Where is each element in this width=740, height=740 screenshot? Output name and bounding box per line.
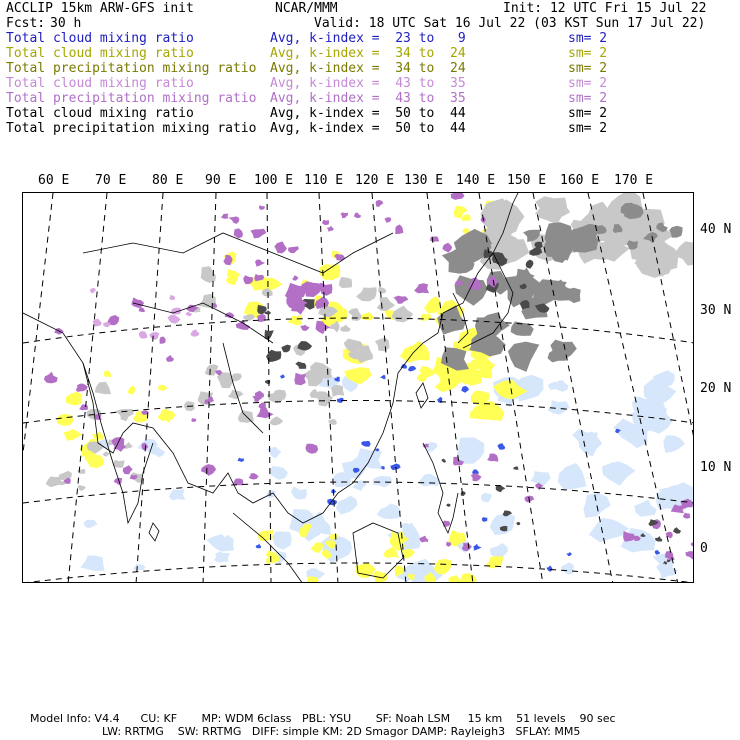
title-center: NCAR/MMM — [275, 1, 338, 16]
high-cloud-patch — [328, 419, 337, 425]
mid-cloud-patch — [288, 315, 303, 326]
fcst-value: 30 h — [50, 16, 82, 31]
mid-cloud-patch — [461, 573, 477, 583]
upper-cloud-core — [526, 260, 534, 269]
map-panel — [22, 192, 694, 583]
convective-cloud-patch — [294, 373, 306, 386]
field-smoothing: sm= 2 — [568, 61, 608, 76]
low-cloud-patch — [273, 531, 292, 550]
high-cloud-patch — [243, 314, 255, 321]
upper-cloud-core — [297, 341, 312, 350]
convective-cloud-patch — [249, 473, 259, 479]
convective-cloud-patch — [340, 212, 348, 218]
field-row — [6, 31, 706, 46]
mid-cloud-patch — [319, 264, 340, 280]
low-cloud-core — [256, 544, 261, 548]
convective-cloud-patch — [414, 283, 429, 293]
convective-cloud-patch — [255, 260, 265, 267]
convective-cloud-patch — [685, 551, 694, 559]
field-label: Total cloud mixing ratio — [6, 106, 194, 121]
meridian-line — [23, 193, 53, 453]
low-cloud-patch — [634, 500, 657, 517]
field-avg: Avg, k-index = 43 to 35 — [270, 76, 466, 91]
field-row — [6, 91, 706, 106]
convective-cloud-patch — [250, 229, 266, 239]
high-cloud-patch — [377, 297, 396, 311]
convective-cloud-patch — [259, 205, 265, 210]
convective-cloud-patch — [79, 405, 88, 411]
field-avg: Avg, k-index = 50 to 44 — [270, 106, 466, 121]
high-cloud-patch — [339, 277, 352, 288]
low-cloud-patch — [554, 380, 568, 392]
convective-cloud-patch — [44, 372, 58, 384]
latitude-label: 20 N — [700, 381, 732, 396]
latitude-label: 30 N — [700, 303, 732, 318]
mid-cloud-patch — [421, 314, 432, 321]
convective-cloud-patch — [288, 246, 299, 253]
convective-cloud-patch — [160, 336, 166, 343]
parallel-line — [23, 318, 694, 343]
upper-cloud-shield — [455, 275, 488, 305]
upper-cloud-shield — [508, 342, 539, 372]
field-smoothing: sm= 2 — [568, 91, 608, 106]
field-smoothing: sm= 2 — [568, 46, 608, 61]
longitude-label: 160 E — [560, 173, 600, 188]
convective-cloud-patch — [292, 276, 298, 281]
convective-cloud-patch — [691, 542, 694, 547]
high-cloud-patch — [78, 485, 86, 491]
mid-cloud-patch — [66, 392, 83, 406]
upper-cloud-core — [281, 345, 291, 353]
convective-core — [673, 527, 681, 533]
high-cloud-patch — [375, 338, 390, 352]
low-cloud-patch — [377, 503, 402, 519]
field-row — [6, 121, 706, 136]
low-cloud-patch — [558, 463, 587, 490]
low-cloud-patch — [84, 520, 98, 528]
convective-cloud-patch — [305, 444, 318, 454]
low-cloud-core — [461, 386, 469, 393]
low-cloud-core — [280, 374, 285, 378]
convective-core — [516, 522, 520, 525]
low-cloud-patch — [583, 493, 610, 518]
convective-cloud-patch — [384, 217, 391, 222]
field-label: Total precipitation mixing ratio — [6, 61, 257, 76]
low-cloud-patch — [169, 489, 185, 500]
convective-cloud-patch — [229, 216, 240, 224]
convective-cloud-patch — [666, 532, 673, 539]
field-avg: Avg, k-index = 43 to 35 — [270, 91, 466, 106]
coastline — [83, 233, 393, 273]
convective-cloud-patch — [191, 418, 196, 422]
convective-cloud-patch — [259, 402, 267, 409]
field-label: Total cloud mixing ratio — [6, 46, 194, 61]
longitude-label: 150 E — [507, 173, 547, 188]
field-label: Total cloud mixing ratio — [6, 76, 194, 91]
low-cloud-core — [547, 565, 553, 571]
low-cloud-patch — [336, 496, 358, 515]
convective-cloud-patch — [487, 454, 498, 462]
latitude-label: 40 N — [700, 222, 732, 237]
high-cloud-patch — [313, 391, 333, 406]
high-cloud-patch — [356, 287, 377, 301]
convective-cloud-patch — [274, 241, 287, 253]
convective-cloud-patch — [168, 315, 181, 324]
low-cloud-core — [497, 443, 505, 450]
high-cloud-patch — [269, 416, 283, 425]
convective-core — [655, 536, 662, 542]
low-cloud-patch — [267, 447, 282, 459]
low-cloud-patch — [561, 563, 574, 575]
convective-cloud-patch — [77, 384, 88, 392]
low-cloud-patch — [490, 543, 508, 558]
mid-cloud-patch — [57, 414, 74, 426]
convective-cloud-patch — [190, 329, 199, 336]
field-smoothing: sm= 2 — [568, 106, 608, 121]
longitude-label: 170 E — [614, 173, 654, 188]
convective-cloud-patch — [139, 307, 145, 312]
low-cloud-patch — [490, 514, 515, 535]
mid-cloud-patch — [311, 542, 324, 553]
convective-cloud-patch — [234, 228, 243, 238]
field-label: Total precipitation mixing ratio — [6, 121, 257, 136]
high-cloud-patch — [378, 287, 386, 293]
init-time: Init: 12 UTC Fri 15 Jul 22 — [503, 1, 707, 16]
low-cloud-patch — [333, 472, 351, 487]
longitude-label: 120 E — [355, 173, 395, 188]
convective-cloud-patch — [225, 312, 235, 318]
convective-cloud-patch — [169, 295, 175, 300]
coastline — [149, 523, 159, 541]
field-avg: Avg, k-index = 50 to 44 — [270, 121, 466, 136]
longitude-label: 70 E — [95, 173, 127, 188]
convective-cloud-patch — [395, 225, 403, 235]
convective-cloud-patch — [103, 322, 110, 327]
convective-cloud-patch — [420, 536, 429, 543]
convective-cloud-patch — [300, 325, 309, 331]
longitude-label: 90 E — [205, 173, 237, 188]
longitude-label: 130 E — [404, 173, 444, 188]
high-cloud-patch — [340, 325, 351, 332]
convective-cloud-patch — [446, 542, 451, 547]
field-row — [6, 61, 706, 76]
convective-core — [441, 459, 445, 463]
mid-cloud-patch — [64, 429, 82, 441]
mid-cloud-patch — [162, 410, 176, 423]
footer-physics-info: LW: RRTMG SW: RRTMG DIFF: simple KM: 2D Smagor DAMP: Rayleigh3 SFLAY: MM5 — [102, 725, 581, 738]
upper-cloud-core — [295, 362, 306, 369]
field-smoothing: sm= 2 — [568, 76, 608, 91]
field-smoothing: sm= 2 — [568, 31, 608, 46]
low-cloud-patch — [291, 487, 307, 500]
footer-model-info: Model Info: V4.4 CU: KF MP: WDM 6class PBL: YSU SF: Noah LSM 15 km 51 levels 90 sec — [30, 712, 616, 725]
mid-cloud-patch — [449, 530, 466, 544]
convective-cloud-patch — [139, 331, 148, 338]
convective-cloud-patch — [683, 513, 690, 519]
field-row — [6, 46, 706, 61]
convective-cloud-patch — [451, 193, 465, 200]
high-cloud-patch — [331, 385, 344, 397]
field-avg: Avg, k-index = 34 to 24 — [270, 61, 466, 76]
convective-cloud-patch — [221, 214, 229, 219]
high-cloud-patch — [95, 382, 111, 394]
field-label: Total cloud mixing ratio — [6, 31, 194, 46]
low-cloud-patch — [133, 564, 146, 571]
field-label: Total precipitation mixing ratio — [6, 91, 257, 106]
low-cloud-patch — [602, 461, 635, 485]
longitude-label: 110 E — [304, 173, 344, 188]
low-cloud-patch — [579, 432, 603, 457]
convective-cloud-patch — [471, 473, 482, 481]
convective-cloud-patch — [186, 312, 192, 316]
low-cloud-core — [655, 550, 661, 555]
convective-cloud-patch — [354, 213, 361, 218]
convective-cloud-patch — [430, 236, 439, 242]
convective-cloud-patch — [255, 391, 264, 398]
low-cloud-patch — [81, 555, 105, 571]
convective-cloud-patch — [166, 355, 174, 362]
field-smoothing: sm= 2 — [568, 121, 608, 136]
mid-cloud-patch — [361, 312, 374, 320]
valid-time: Valid: 18 UTC Sat 16 Jul 22 (03 KST Sun 17 Jul 22) — [314, 16, 706, 31]
mid-cloud-patch — [434, 559, 452, 574]
low-cloud-core — [327, 499, 337, 506]
coastline — [423, 443, 458, 533]
title-left: ACCLIP 15km ARW-GFS init — [6, 1, 194, 16]
convective-core — [446, 504, 450, 507]
high-cloud-patch — [124, 442, 133, 449]
convective-core — [461, 491, 466, 496]
longitude-label: 140 E — [456, 173, 496, 188]
mid-cloud-patch — [103, 371, 111, 377]
high-cloud-patch — [392, 306, 414, 323]
low-cloud-core — [361, 441, 371, 447]
high-cloud-patch — [348, 308, 362, 321]
coastline — [416, 383, 428, 408]
low-cloud-patch — [481, 493, 492, 503]
convective-cloud-patch — [376, 200, 384, 207]
low-cloud-core — [482, 517, 488, 522]
low-cloud-core — [380, 375, 385, 380]
convective-cloud-patch — [394, 296, 409, 304]
meridian-line — [203, 193, 216, 583]
convective-cloud-patch — [149, 332, 159, 340]
longitude-label: 80 E — [152, 173, 184, 188]
latitude-label: 10 N — [700, 460, 732, 475]
low-cloud-patch — [457, 437, 485, 463]
cloud-fields — [44, 193, 694, 583]
convective-cloud-patch — [442, 243, 452, 253]
low-cloud-core — [566, 552, 572, 556]
low-cloud-patch — [664, 435, 686, 453]
mid-cloud-patch — [92, 432, 104, 440]
field-row — [6, 106, 706, 121]
field-avg: Avg, k-index = 34 to 24 — [270, 46, 466, 61]
field-row — [6, 76, 706, 91]
map-canvas — [23, 193, 694, 583]
convective-core — [513, 466, 518, 470]
low-cloud-core — [473, 544, 481, 551]
low-cloud-core — [408, 366, 416, 372]
mid-cloud-patch — [127, 386, 135, 395]
mid-cloud-patch — [424, 296, 440, 313]
fcst-label: Fcst: — [6, 16, 46, 31]
convective-cloud-patch — [123, 465, 133, 474]
convective-cloud-patch — [90, 288, 96, 294]
mid-cloud-patch — [158, 385, 168, 391]
convective-cloud-patch — [322, 220, 329, 225]
convective-cloud-patch — [327, 226, 334, 232]
longitude-label: 100 E — [254, 173, 294, 188]
mid-cloud-patch — [462, 214, 471, 221]
convective-cloud-patch — [233, 478, 243, 485]
high-cloud-patch — [113, 460, 125, 468]
low-cloud-patch — [269, 466, 288, 480]
high-cloud-patch — [116, 409, 134, 421]
convective-cloud-patch — [256, 407, 273, 418]
field-avg: Avg, k-index = 23 to 9 — [270, 31, 466, 46]
longitude-label: 60 E — [38, 173, 70, 188]
high-cloud-patch — [77, 469, 85, 474]
latitude-label: 0 — [700, 541, 708, 556]
convective-cloud-patch — [201, 464, 216, 476]
low-cloud-patch — [589, 518, 629, 543]
low-cloud-core — [238, 458, 245, 462]
